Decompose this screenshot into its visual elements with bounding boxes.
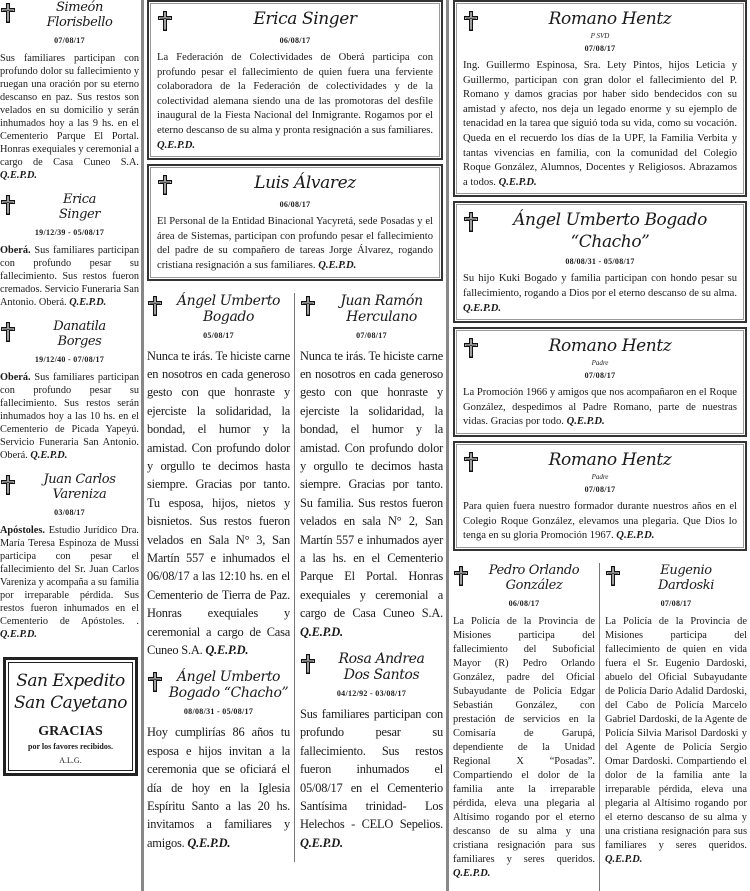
message: La Promoción 1966 y amigos que nos acompañaron en el Roque González, despedimos al Padre Romano, parte de nuestras vidas. Gracias por todo. [463, 387, 737, 428]
name-line: Herculano [346, 308, 417, 325]
qepd-signoff: Q.E.P.D. [318, 259, 357, 271]
cross-icon [300, 653, 316, 675]
name-line: Florisbello [46, 15, 113, 30]
ad-initials: A.L.G. [59, 756, 82, 765]
message: Ing. Guillermo Espinosa, Sra. Lety Pintos, hijos Leticia y Guillermo, participan con gran dolor el fallecimiento del P. Romano y damos gracias por haber sido bendecidos con su amistad y afecto, nos deja un legado enorme y su ejemplo de tenacidad en la tarea que siguió toda su vida, como su vocación. Queda en el recuerdo los días de la UPF, la Familia Verbita y tantas vivencias en familia, con la comunidad del Colegio Roque González, Alumnos, Docentes y Religiosos. Abrazamos a todos. [463, 60, 737, 188]
deceased-name [483, 335, 737, 357]
deceased-name [320, 293, 443, 325]
obituary-boxed [147, 0, 443, 160]
thanks-notice [3, 657, 138, 776]
cross-icon [463, 211, 479, 233]
message: Sus familiares participan con profundo pesar su fallecimiento. Sus restos fueron cremados. Servicio Funeraria San Antonio. Oberá. [0, 245, 140, 308]
deceased-title: Padre [591, 472, 609, 481]
cross-icon [605, 565, 621, 587]
qepd-signoff: Q.E.P.D. [0, 629, 37, 640]
qepd-signoff: Q.E.P.D. [566, 416, 605, 428]
obituary-boxed [453, 327, 747, 437]
name-line: Singer [58, 207, 101, 222]
cross-icon [0, 194, 16, 216]
obituary [0, 192, 139, 309]
deceased-name [167, 669, 290, 701]
column-right [449, 0, 747, 891]
deceased-name [625, 563, 747, 593]
obituary [0, 0, 139, 182]
subcolumn-left [453, 563, 600, 891]
cross-icon [0, 474, 16, 496]
obituary-date: 07/08/17 [660, 598, 692, 608]
obituary-header [0, 192, 139, 222]
qepd-signoff: Q.E.P.D. [205, 643, 249, 658]
qepd-signoff: Q.E.P.D. [463, 302, 502, 314]
subcolumns [453, 563, 747, 891]
subcolumn-right [600, 563, 747, 891]
qepd-signoff: Q.E.P.D. [69, 297, 107, 308]
obituary-text [0, 52, 139, 182]
qepd-signoff: Q.E.P.D. [300, 624, 343, 639]
deceased-name [20, 192, 139, 222]
obituary-date: 06/08/17 [279, 36, 311, 45]
message: La Policía de la Provincia de Misiones participa del fallecimiento de quien en vida fuera el Sr. Eugenio Dardoski, abuelo del Oficial Subayudante de Policía Darío Adalid Dardoski, del Cabo de Policía Marcelo Gabriel Dardoski, de la Agente de Policía Silvia Marisol Dardoski y del Agente de Policía Sergio Omar Dardoski. Compartiendo el dolor de la familia ante la irreparable pérdida, eleva una plegaria al Altísimo rogando por el eterno descanso de su alma y una cristiana resignación para sus familiares y seres queridos. [605, 615, 747, 851]
obituary-header [0, 319, 139, 349]
obituary-date: 07/08/17 [54, 36, 85, 45]
name-line: Bogado [202, 308, 255, 325]
name-line: Bogado “Chacho” [168, 685, 289, 702]
obituary-boxed [453, 0, 747, 197]
obituary-text [147, 723, 290, 852]
cross-icon [0, 2, 16, 24]
message: El Personal de la Entidad Binacional Yacyretá, sede Posadas y el área de Sistemas, participan con profundo pesar el fallecimiento del padre de su compañero de tareas Jorge Álvarez, rogando cristiana resignación a sus familiares. [157, 216, 433, 271]
message: La Policía de la Provincia de Misiones participa del fallecimiento del Suboficial Mayor (R) Pedro Orlando González, padre del Oficial Subayudante de Policía Edgar Sebastián González, con prestación de servicios en la Comisaría de Garupá, dependiente de la Unidad Regional X “Posadas”. Compartiendo el dolor de la familia ante la irreparable pérdida, eleva una plegaria al Altísimo rogando por el eterno descanso de su alma y una cristiana resignación para sus familiares y seres queridos. [453, 615, 595, 865]
obituary-text [0, 244, 139, 309]
message: Nunca te irás. Te hiciste carne en nosotros en cada generoso gesto con que honraste y ejerciste la solidaridad, la bondad, el humor y la amistad. Con profundo dolor y orgullo te decimos hasta siempre. Gracias por tanto. Tu esposa, hijos, nietos y bisnietos. Sus restos fueron velados en Sala N° 3, San Martín 557 e inhumados el 06/08/17 a las 12:10 hs. en el Cementerio de Tierra de Paz. Honras exequiales y ceremonial a cargo de Casa Cuneo S.A. [147, 348, 290, 658]
qepd-signoff: Q.E.P.D. [187, 835, 231, 850]
deceased-title: P SVD [590, 32, 610, 40]
cross-icon [463, 10, 479, 32]
name-line: Juan Ramón [340, 292, 423, 309]
obituary-date: 06/08/17 [279, 200, 311, 210]
message: Sus familiares participan con profundo dolor su fallecimiento y ruegan una oración por su eterno descanso en paz. Sus restos son velados en su domicilio y serán inhumados hoy a las 9 hs. en el Cementerio Parque El Portal. Honras exequiales y ceremonial a cargo de Casa Cuneo S.A. [0, 53, 139, 168]
obituary-date: 19/12/39 - 05/08/17 [34, 228, 105, 237]
obituary [605, 563, 747, 867]
location-lead: Oberá. [0, 245, 31, 256]
qepd-signoff: Q.E.P.D. [453, 867, 491, 879]
cross-icon [463, 451, 479, 473]
subcolumn-right [295, 293, 443, 863]
boxed-notices [147, 0, 443, 285]
name-line: Romano Hentz [548, 336, 672, 357]
obituary [147, 669, 290, 852]
name-line: Romano Hentz [548, 449, 672, 470]
obituary-header [0, 472, 139, 502]
obituary-date: 04/12/92 - 03/08/17 [336, 689, 407, 699]
deceased-name [167, 293, 290, 325]
location-lead: Apóstoles. [0, 525, 45, 536]
name-line: Erica [63, 192, 96, 207]
message: Hoy cumplirías 86 años tu esposa e hijos invitan a la ceremonia que se oficiará el día de hoy en la Iglesia Espíritu Santo a las 20 hs. invitamos a familiares y amigos. [147, 725, 290, 850]
deceased-name [320, 651, 443, 683]
deceased-title: Padre [591, 359, 609, 368]
obituary-text [463, 386, 737, 430]
obituary-header [157, 172, 433, 196]
obituary-date: 07/08/17 [584, 484, 616, 494]
obituary-text [300, 347, 443, 642]
cross-icon [147, 295, 163, 317]
deceased-name [177, 172, 433, 194]
obituary-text [605, 615, 747, 867]
deceased-name [483, 209, 737, 253]
ad-thanks: GRACIAS [38, 724, 103, 739]
message: Estudio Jurídico Dra. María Teresa Espinoza de Mussi participa con pesar el fallecimiento del Sr. Juan Carlos Vareniza y acompaña a su familia por irreparable pérdida. Sus restos fueron inhumados en el Cementerio de Apóstoles. . [0, 525, 139, 627]
obituary-header [300, 293, 443, 325]
message: Sus familiares participan con profundo pesar su fallecimiento. Sus restos fueron inhumados el 05/08/17 en el Cementerio Santísima trinidad- Los Helechos - CELO Sepelios. [300, 707, 443, 832]
name-line: González [505, 577, 563, 593]
obituary-date: 19/12/40 - 07/08/17 [34, 355, 105, 364]
cross-icon [453, 565, 469, 587]
column-middle [144, 0, 449, 891]
ad-favors: por los favores recibidos. [28, 742, 113, 751]
name-line: Eugenio [660, 562, 712, 578]
boxed-notices [453, 0, 747, 555]
deceased-name [20, 0, 139, 30]
obituary-date: 05/08/17 [203, 330, 234, 340]
name-line: Luis Álvarez [254, 173, 356, 194]
obituary-header [463, 449, 737, 473]
cross-icon [463, 337, 479, 359]
name-line: Simeón [56, 0, 103, 15]
qepd-signoff: Q.E.P.D. [498, 176, 537, 188]
obituary [453, 563, 595, 881]
cross-icon [300, 295, 316, 317]
obituary-date: 06/08/17 [508, 598, 540, 608]
obituary-text [157, 215, 433, 273]
cross-icon [157, 10, 173, 32]
obituary-text [300, 705, 443, 852]
name-line: Danatila [53, 319, 106, 334]
deceased-name [473, 563, 595, 593]
obituary-header [157, 8, 433, 32]
message: Nunca te irás. Te hiciste carne en nosotros en cada generoso gesto con que honraste y ejerciste la solidaridad, la bondad, el humor y la amistad. Con profundo dolor y orgullo te decimos hasta siempre. Gracias por tanto. Su familia. Sus restos fueron velados en sala N° 2, San Martín 557 e inhumados ayer a las hs. en el Cementerio Parque El Portal. Honras exequiales y ceremonial a cargo de Casa Cuneo S.A. [300, 348, 443, 621]
obituary-header [453, 563, 595, 593]
name-line: Ángel Umberto Bogado “Chacho” [513, 210, 707, 253]
deceased-name [20, 319, 139, 349]
obituary-date: 08/08/31 - 05/08/17 [183, 707, 254, 717]
obituary-header [147, 293, 290, 325]
obituary-text [463, 500, 737, 544]
qepd-signoff: Q.E.P.D. [605, 853, 643, 865]
obituary-header [463, 209, 737, 253]
name-line: Romano Hentz [548, 9, 672, 29]
obituary-header [605, 563, 747, 593]
cross-icon [157, 174, 173, 196]
cross-icon [147, 671, 163, 693]
obituary [147, 293, 290, 660]
obituary-date: 07/08/17 [584, 371, 616, 381]
obituary-header [300, 651, 443, 683]
subcolumns [147, 293, 443, 863]
obituary [300, 293, 443, 642]
obituary-text [453, 615, 595, 881]
qepd-signoff: Q.E.P.D. [157, 139, 196, 151]
location-lead: Oberá. [0, 372, 31, 383]
deceased-name [20, 472, 139, 502]
name-line: Vareniza [52, 487, 107, 502]
obituary-header [463, 8, 737, 32]
message: La Federación de Colectividades de Oberá participa con profundo pesar el fallecimiento de quien fuera una ferviente colaboradora de la Federación de colectividades y de la colectividad alemana siendo una de las promotoras del desfile inaugural de la Fiesta Nacional del Inmigrante. Rogamos por el eterno descanso de su alma y pronta resignación a sus familiares. [157, 52, 433, 136]
qepd-signoff: Q.E.P.D. [300, 835, 343, 850]
deceased-name [483, 449, 737, 471]
qepd-signoff: Q.E.P.D. [30, 450, 68, 461]
message: Para quien fuera nuestro formador durante nuestros años en el Colegio Roque González, elevamos una plegaria. Que Dios lo tenga en su gloria Promoción 1967. [463, 500, 737, 542]
ad-saint-line: San Expedito [16, 671, 125, 691]
obituary-text [157, 51, 433, 153]
obituary-text [147, 347, 290, 660]
obituary-date: 03/08/17 [54, 508, 85, 517]
name-line: Juan Carlos [43, 472, 116, 487]
name-line: Dos Santos [343, 667, 420, 684]
obituary-text [0, 524, 139, 641]
name-line: Ángel Umberto [176, 669, 281, 686]
qepd-signoff: Q.E.P.D. [616, 530, 655, 542]
name-line: Pedro Orlando [488, 562, 580, 578]
name-line: Ángel Umberto [176, 292, 281, 309]
obituary-text [463, 59, 737, 190]
message: Sus familiares participan con profundo pesar su fallecimiento. Sus restos serán inhumados hoy a las 10 hs. en el Cementerio de Picada Yapeyú. Servicio Funeraria San Antonio. Oberá. [0, 372, 140, 461]
qepd-signoff: Q.E.P.D. [0, 170, 37, 181]
obituary-date: 07/08/17 [584, 44, 616, 53]
ad-saint-line: San Cayetano [13, 693, 128, 713]
obituary-header [147, 669, 290, 701]
column-left [0, 0, 144, 891]
name-line: Borges [57, 334, 102, 349]
name-line: Erica Singer [253, 9, 357, 29]
name-line: Rosa Andrea [338, 651, 425, 668]
obituary-date: 08/08/31 - 05/08/17 [565, 257, 635, 267]
obituary-boxed [453, 441, 747, 551]
obituary-header [0, 0, 139, 30]
obituary-boxed [453, 201, 747, 323]
obituary-text [463, 272, 737, 316]
message: Su hijo Kuki Bogado y familia participan con hondo pesar su fallecimiento, rogando a Dios por el eterno descanso de su alma. [463, 273, 737, 299]
subcolumn-left [147, 293, 295, 863]
obituary [300, 651, 443, 852]
obituary [0, 472, 139, 641]
obituary-date: 07/08/17 [356, 330, 387, 340]
obituary-boxed [147, 164, 443, 280]
obituary [0, 319, 139, 462]
obituary-text [0, 371, 139, 462]
deceased-name [177, 8, 433, 30]
name-line: Dardoski [657, 577, 715, 593]
cross-icon [0, 321, 16, 343]
deceased-name [483, 8, 737, 30]
obituary-header [463, 335, 737, 359]
